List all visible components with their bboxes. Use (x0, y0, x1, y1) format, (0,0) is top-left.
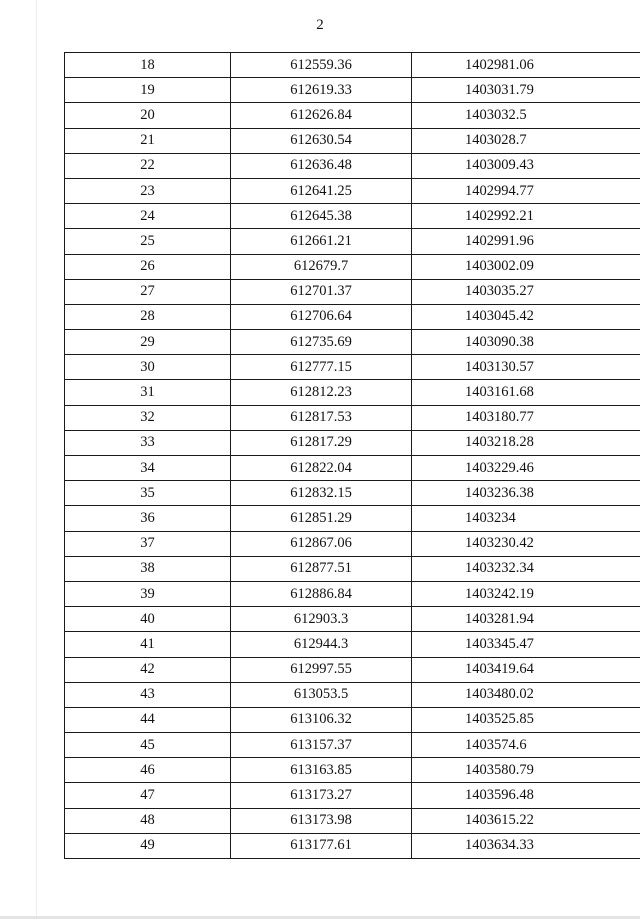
x-coordinate-cell: 613053.5 (231, 682, 412, 707)
point-number-cell: 28 (65, 304, 231, 329)
table-row (65, 682, 640, 707)
point-number-cell: 31 (65, 380, 231, 405)
x-coordinate-cell: 612903.3 (231, 607, 412, 632)
x-coordinate-cell: 612619.33 (231, 78, 412, 103)
x-coordinate-cell: 613173.98 (231, 808, 412, 833)
x-coordinate-cell: 612832.15 (231, 481, 412, 506)
x-coordinate-cell: 612701.37 (231, 279, 412, 304)
table-row (65, 430, 640, 455)
x-coordinate-cell: 612641.25 (231, 178, 412, 203)
y-coordinate-cell: 1402981.06 (412, 53, 640, 78)
coordinates-table-body (65, 53, 640, 859)
y-coordinate-cell: 1403525.85 (412, 707, 640, 732)
table-row (65, 204, 640, 229)
y-coordinate-cell: 1403035.27 (412, 279, 640, 304)
table-row (65, 405, 640, 430)
table-row (65, 254, 640, 279)
point-number-cell: 42 (65, 657, 231, 682)
point-number-cell: 48 (65, 808, 231, 833)
y-coordinate-cell: 1402994.77 (412, 178, 640, 203)
x-coordinate-cell: 612944.3 (231, 632, 412, 657)
table-row (65, 78, 640, 103)
table-row (65, 355, 640, 380)
x-coordinate-cell: 612559.36 (231, 53, 412, 78)
x-coordinate-cell: 612817.29 (231, 430, 412, 455)
table-row (65, 456, 640, 481)
point-number-cell: 21 (65, 128, 231, 153)
y-coordinate-cell: 1403180.77 (412, 405, 640, 430)
table-row (65, 783, 640, 808)
y-coordinate-cell: 1403236.38 (412, 481, 640, 506)
point-number-cell: 29 (65, 330, 231, 355)
point-number-cell: 46 (65, 758, 231, 783)
point-number-cell: 38 (65, 556, 231, 581)
point-number-cell: 45 (65, 733, 231, 758)
y-coordinate-cell: 1403032.5 (412, 103, 640, 128)
y-coordinate-cell: 1403234 (412, 506, 640, 531)
point-number-cell: 39 (65, 581, 231, 606)
point-number-cell: 44 (65, 707, 231, 732)
y-coordinate-cell: 1403161.68 (412, 380, 640, 405)
y-coordinate-cell: 1403229.46 (412, 456, 640, 481)
point-number-cell: 40 (65, 607, 231, 632)
y-coordinate-cell: 1403480.02 (412, 682, 640, 707)
x-coordinate-cell: 612645.38 (231, 204, 412, 229)
y-coordinate-cell: 1403596.48 (412, 783, 640, 808)
x-coordinate-cell: 612777.15 (231, 355, 412, 380)
x-coordinate-cell: 612997.55 (231, 657, 412, 682)
page-number: 2 (316, 17, 324, 33)
point-number-cell: 49 (65, 833, 231, 858)
x-coordinate-cell: 613173.27 (231, 783, 412, 808)
table-row (65, 833, 640, 858)
y-coordinate-cell: 1403230.42 (412, 531, 640, 556)
table-row (65, 178, 640, 203)
table-row (65, 758, 640, 783)
table-row (65, 279, 640, 304)
y-coordinate-cell: 1402991.96 (412, 229, 640, 254)
y-coordinate-cell: 1403574.6 (412, 733, 640, 758)
point-number-cell: 30 (65, 355, 231, 380)
y-coordinate-cell: 1403002.09 (412, 254, 640, 279)
table-row (65, 808, 640, 833)
table-row (65, 632, 640, 657)
point-number-cell: 35 (65, 481, 231, 506)
table-row (65, 304, 640, 329)
x-coordinate-cell: 612630.54 (231, 128, 412, 153)
table-row (65, 531, 640, 556)
point-number-cell: 19 (65, 78, 231, 103)
x-coordinate-cell: 612851.29 (231, 506, 412, 531)
x-coordinate-cell: 612679.7 (231, 254, 412, 279)
y-coordinate-cell: 1403242.19 (412, 581, 640, 606)
x-coordinate-cell: 612817.53 (231, 405, 412, 430)
point-number-cell: 26 (65, 254, 231, 279)
x-coordinate-cell: 612636.48 (231, 153, 412, 178)
table-row (65, 707, 640, 732)
table-row (65, 481, 640, 506)
y-coordinate-cell: 1403419.64 (412, 657, 640, 682)
point-number-cell: 32 (65, 405, 231, 430)
table-row (65, 53, 640, 78)
point-number-cell: 22 (65, 153, 231, 178)
x-coordinate-cell: 612812.23 (231, 380, 412, 405)
point-number-cell: 25 (65, 229, 231, 254)
table-row (65, 607, 640, 632)
y-coordinate-cell: 1403345.47 (412, 632, 640, 657)
point-number-cell: 41 (65, 632, 231, 657)
x-coordinate-cell: 612886.84 (231, 581, 412, 606)
y-coordinate-cell: 1403218.28 (412, 430, 640, 455)
x-coordinate-cell: 613157.37 (231, 733, 412, 758)
point-number-cell: 43 (65, 682, 231, 707)
y-coordinate-cell: 1403045.42 (412, 304, 640, 329)
y-coordinate-cell: 1403634.33 (412, 833, 640, 858)
y-coordinate-cell: 1403281.94 (412, 607, 640, 632)
y-coordinate-cell: 1403615.22 (412, 808, 640, 833)
table-row (65, 581, 640, 606)
table-row (65, 229, 640, 254)
y-coordinate-cell: 1403580.79 (412, 758, 640, 783)
point-number-cell: 20 (65, 103, 231, 128)
scan-margin-line (36, 0, 37, 919)
point-number-cell: 37 (65, 531, 231, 556)
table-row (65, 128, 640, 153)
y-coordinate-cell: 1403028.7 (412, 128, 640, 153)
table-row (65, 380, 640, 405)
point-number-cell: 23 (65, 178, 231, 203)
y-coordinate-cell: 1402992.21 (412, 204, 640, 229)
table-row (65, 733, 640, 758)
x-coordinate-cell: 613163.85 (231, 758, 412, 783)
x-coordinate-cell: 612706.64 (231, 304, 412, 329)
x-coordinate-cell: 612735.69 (231, 330, 412, 355)
y-coordinate-cell: 1403130.57 (412, 355, 640, 380)
x-coordinate-cell: 612822.04 (231, 456, 412, 481)
x-coordinate-cell: 612661.21 (231, 229, 412, 254)
x-coordinate-cell: 613177.61 (231, 833, 412, 858)
point-number-cell: 24 (65, 204, 231, 229)
x-coordinate-cell: 612877.51 (231, 556, 412, 581)
y-coordinate-cell: 1403031.79 (412, 78, 640, 103)
x-coordinate-cell: 612626.84 (231, 103, 412, 128)
point-number-cell: 33 (65, 430, 231, 455)
y-coordinate-cell: 1403009.43 (412, 153, 640, 178)
table-row (65, 506, 640, 531)
point-number-cell: 27 (65, 279, 231, 304)
x-coordinate-cell: 613106.32 (231, 707, 412, 732)
table-row (65, 657, 640, 682)
table-row (65, 103, 640, 128)
x-coordinate-cell: 612867.06 (231, 531, 412, 556)
y-coordinate-cell: 1403232.34 (412, 556, 640, 581)
table-row (65, 330, 640, 355)
table-row (65, 556, 640, 581)
point-number-cell: 34 (65, 456, 231, 481)
coordinates-table (64, 52, 640, 859)
point-number-cell: 36 (65, 506, 231, 531)
y-coordinate-cell: 1403090.38 (412, 330, 640, 355)
point-number-cell: 18 (65, 53, 231, 78)
point-number-cell: 47 (65, 783, 231, 808)
table-row (65, 153, 640, 178)
